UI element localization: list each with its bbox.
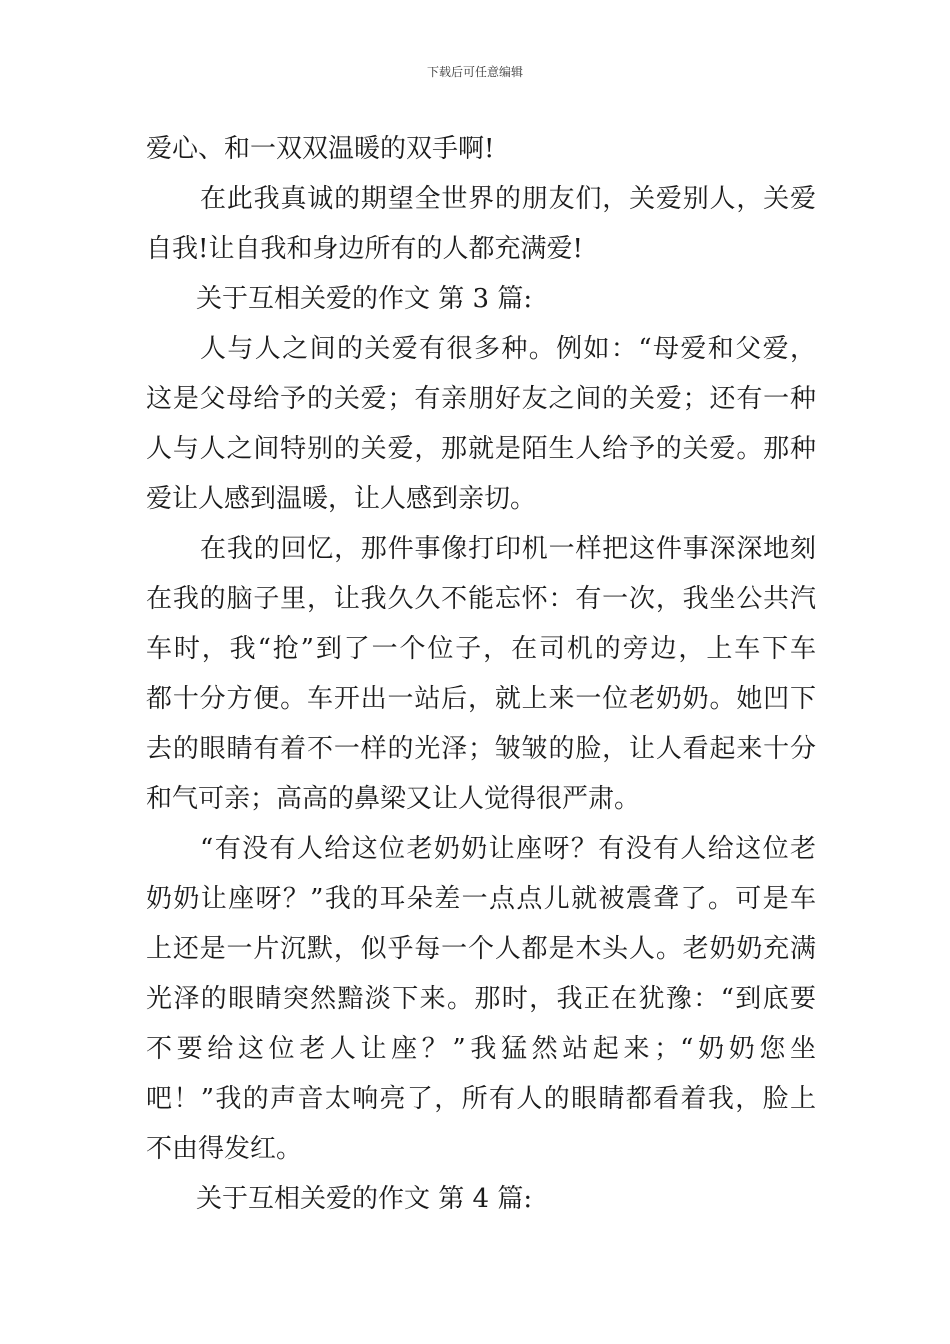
text-line: 上还是一片沉默，似乎每一个人都是木头人。老奶奶充满 [146,934,816,964]
text-line: 光泽的眼睛突然黯淡下来。那时，我正在犹豫：“到底要 [146,984,816,1014]
text-line: 不由得发红。 [146,1134,303,1164]
section-heading: 关于互相关爱的作文 第 3 篇: [196,284,533,314]
paragraph-first-line: 人与人之间的关爱有很多种。例如：“母爱和父爱， [200,334,816,364]
text-line: 不要给这位老人让座？”我猛然站起来；“奶奶您坐 [146,1034,816,1064]
page-header: 下载后可任意编辑 [426,65,523,79]
paragraph-first-line: 在我的回忆，那件事像打印机一样把这件事深深地刻 [200,534,816,564]
text-line: 去的眼睛有着不一样的光泽；皱皱的脸，让人看起来十分 [146,734,816,764]
text-line: 爱让人感到温暖，让人感到亲切。 [146,484,537,514]
text-line: 奶奶让座呀？”我的耳朵差一点点儿就被震聋了。可是车 [146,884,816,914]
paragraph-first-line: “有没有人给这位老奶奶让座呀？有没有人给这位老 [200,834,816,864]
text-line: 自我!让自我和身边所有的人都充满爱! [146,234,583,264]
paragraph-first-line: 在此我真诚的期望全世界的朋友们，关爱别人，关爱 [200,184,816,214]
text-line: 都十分方便。车开出一站后，就上来一位老奶奶。她凹下 [146,684,816,714]
text-line: 人与人之间特别的关爱，那就是陌生人给予的关爱。那种 [146,434,816,464]
text-line: 吧！”我的声音太响亮了，所有人的眼睛都看着我，脸上 [146,1084,816,1114]
text-line: 和气可亲；高高的鼻梁又让人觉得很严肃。 [146,784,641,814]
text-line: 在我的脑子里，让我久久不能忘怀：有一次，我坐公共汽 [146,584,816,614]
section-heading: 关于互相关爱的作文 第 4 篇: [196,1184,533,1214]
text-line: 这是父母给予的关爱；有亲朋好友之间的关爱；还有一种 [146,384,816,414]
text-line: 车时，我“抢”到了一个位子，在司机的旁边，上车下车 [146,634,816,664]
text-line: 爱心、和一双双温暖的双手啊! [146,134,495,164]
